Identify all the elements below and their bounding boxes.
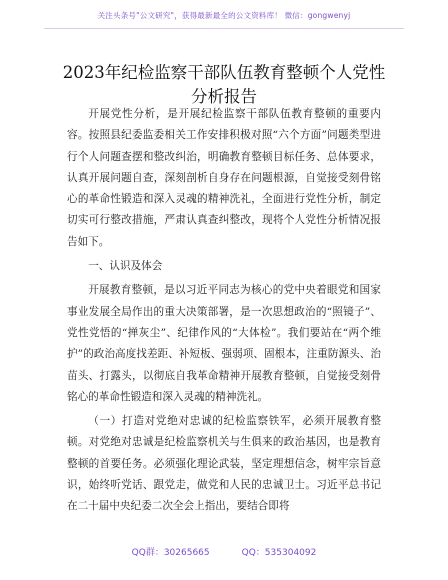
section-heading: 一、认识及体会: [88, 260, 163, 273]
footer: [0, 545, 448, 558]
body-paragraph: 开展教育整顿，是以习近平同志为核心的党中央着眼党和国家事业发展全局作出的重大决策部署，是一次思想政治的“照镜子”、党性党悟的“掸灰尘”、纪律作风的“大体检”。我们要站在“两个维护”的政治高度找差距、补短板、强弱项、固根本，注重防源头、治苗头、打露头，以彻底自我革命精神开展教育整顿，自觉接受刻骨铭心的革命性锻造和深入灵魂的精神洗礼。: [67, 284, 381, 403]
footer-qq-group: QQ群：30265665: [131, 548, 210, 558]
document-body: [67, 104, 381, 518]
header-note: 关注头条号"公文研究"，获得最新最全的公文资料库！ 微信：gongwenyj: [97, 11, 351, 20]
footer-qq: QQ：535304092: [241, 548, 317, 558]
intro-paragraph: 开展党性分析，是开展纪检监察干部队伍教育整顿的重要内容。按照县纪委监委相关工作安排积极对照“六个方面”问题类型进行个人问题查摆和整改纠治，明确教育整顿目标任务、总体要求，认真开展问题自查，深刻剖析自身存在问题根源，自觉接受刻骨铭心的革命性锻造和深入灵魂的精神洗礼，全面进行党性分析，制定切实可行整改措施，严肃认真查纠整改，现将个人党性分析情况报告如下。: [67, 108, 381, 248]
header-divider: [44, 28, 404, 29]
subsection-paragraph: （一）打造对党绝对忠诚的纪检监察铁军，必须开展教育整顿。对党绝对忠诚是纪检监察机关与生俱来的政治基因，也是教育整顿的首要任务。必须强化理论武装，坚定理想信念，树牢宗旨意识，始终听党话、跟党走，做党和人民的忠诚卫士。习近平总书记在二十届中央纪委二次全会上指出，要结合即将: [67, 415, 381, 513]
document-title: 2023年纪检监察干部队伍教育整顿个人党性分析报告: [62, 63, 386, 107]
